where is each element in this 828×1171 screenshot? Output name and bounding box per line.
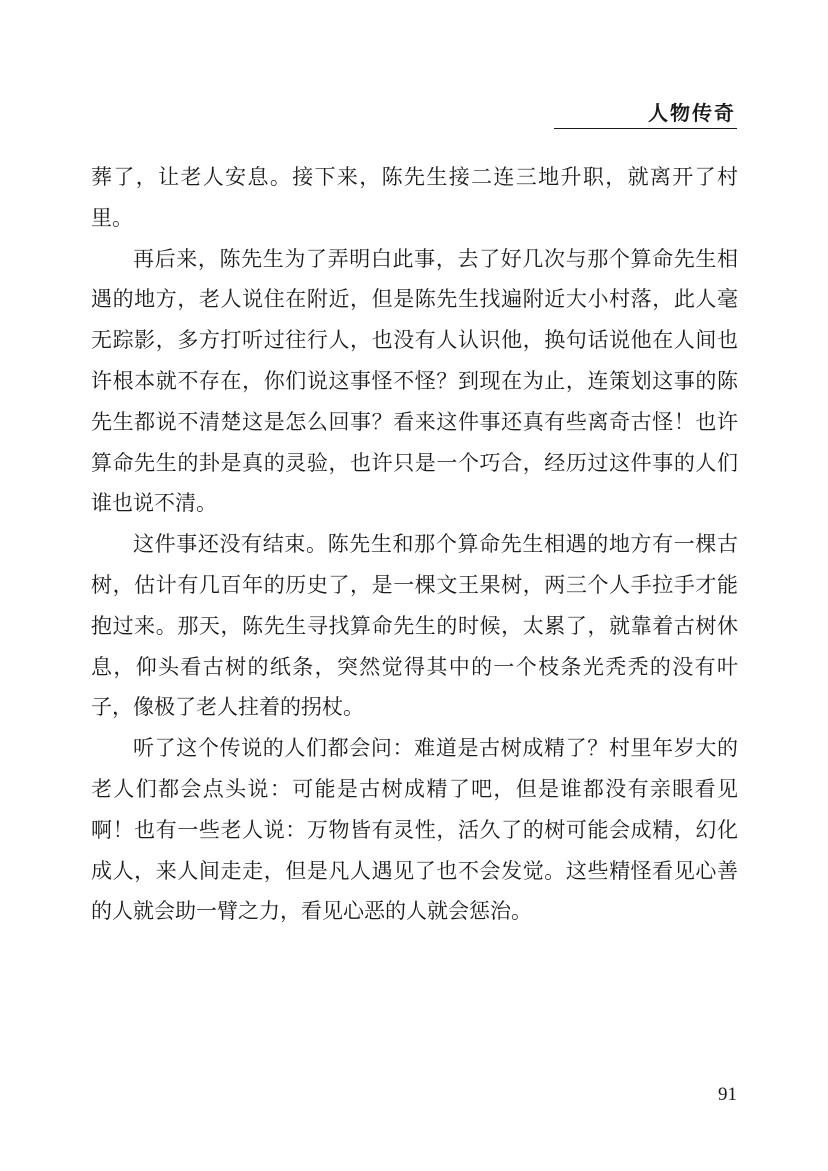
page-number: 91 (718, 1084, 737, 1105)
body-text (91, 157, 738, 932)
header-rule (554, 128, 737, 129)
paragraph: 再后来，陈先生为了弄明白此事，去了好几次与那个算命先生相遇的地方，老人说住在附近，但是陈先生找遍附近大小村落，此人毫无踪影，多方打听过往行人，也没有人认识他，换句话说他在人间也许根本就不存在，你们说这事怪不怪？到现在为止，连策划这事的陈先生都说不清楚这是怎么回事？看来这件事还真有些离奇古怪！也许算命先生的卦是真的灵验，也许只是一个巧合，经历过这件事的人们谁也说不清。 (91, 246, 738, 516)
paragraph: 这件事还没有结束。陈先生和那个算命先生相遇的地方有一棵古树，估计有几百年的历史了，是一棵文王果树，两三个人手拉手才能抱过来。那天，陈先生寻找算命先生的时候，太累了，就靠着古树休息，仰头看古树的纸条，突然觉得其中的一个枝条光秃秃的没有叶子，像极了老人拄着的拐杖。 (91, 532, 738, 720)
running-header-title: 人物传奇 (648, 101, 736, 125)
paragraph: 葬了，让老人安息。接下来，陈先生接二连三地升职，就离开了村里。 (91, 165, 738, 230)
paragraph: 听了这个传说的人们都会问：难道是古树成精了？村里年岁大的老人们都会点头说：可能是古树成精了吧，但是谁都没有亲眼看见啊！也有一些老人说：万物皆有灵性，活久了的树可能会成精，幻化成人，来人间走走，但是凡人遇见了也不会发觉。这些精怪看见心善的人就会助一臂之力，看见心恶的人就会惩治。 (91, 736, 738, 924)
